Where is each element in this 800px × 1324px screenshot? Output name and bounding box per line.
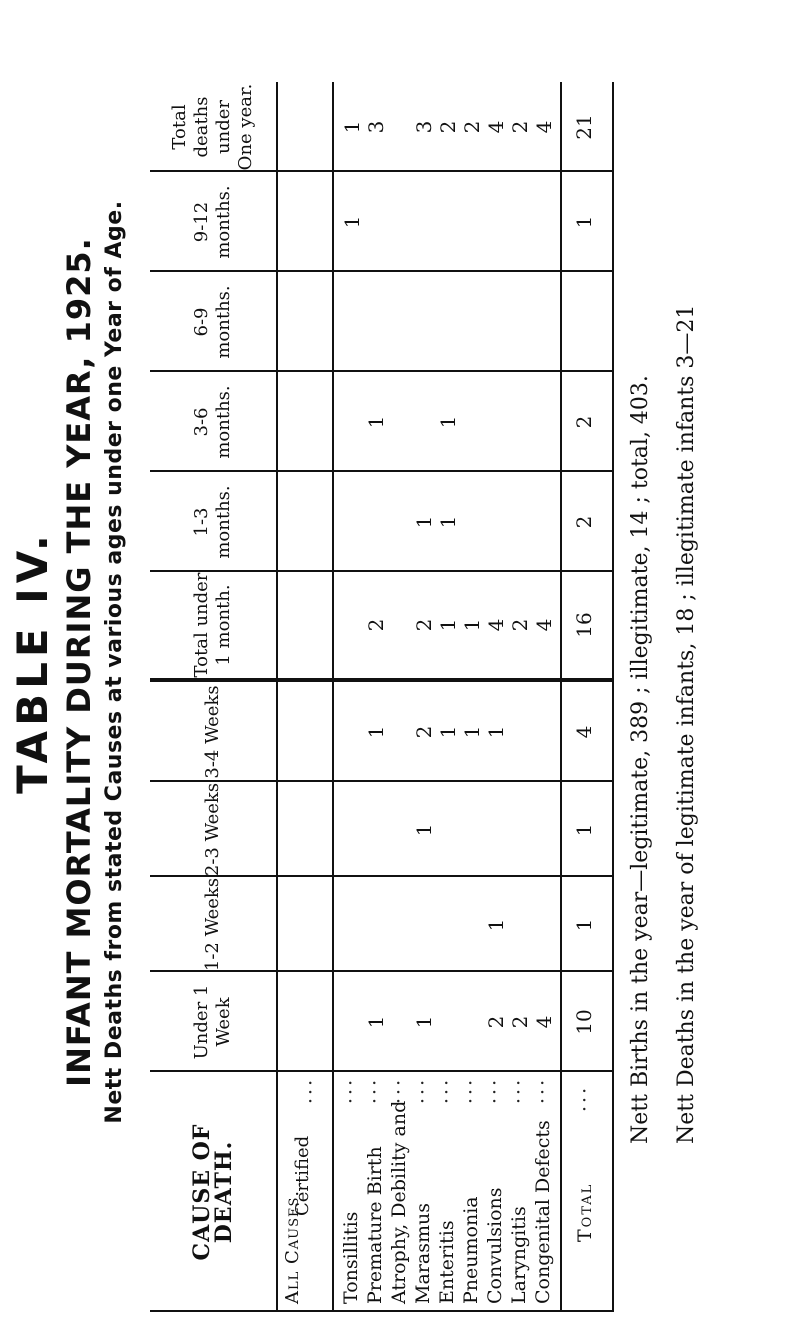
leader-dots: ··· — [460, 1076, 482, 1104]
row-label: Enteritis — [436, 1220, 458, 1304]
mortality-table — [150, 82, 614, 1312]
table-cell: 1 — [484, 725, 508, 739]
table-cell: 2 — [412, 618, 436, 632]
table-cell: 1 — [412, 1015, 436, 1029]
header-6-9-months: 6-9 months. — [191, 285, 234, 359]
all-causes-text: All Causes. — [282, 1189, 303, 1304]
table-title: TABLE IV. — [8, 530, 57, 794]
header-total-under-one-year: Total deaths under One year. — [169, 83, 256, 171]
table-cell: 4 — [484, 120, 508, 134]
footer-deaths: Nett Deaths in the year of legitimate infants, 18 ; illegitimate infants 3—21 — [674, 304, 699, 1144]
leader-dots: ··· — [364, 1076, 386, 1104]
header-cause: CAUSE OF DEATH. — [189, 1123, 237, 1261]
table-cell: 4 — [484, 618, 508, 632]
leader-dots: ··· — [412, 1076, 434, 1104]
table-cell: 1 — [340, 215, 364, 229]
header-2-3-weeks: 2-3 Weeks — [202, 782, 223, 877]
all-causes-label — [282, 1084, 328, 1304]
table-cell: 2 — [508, 618, 532, 632]
header-3-6-months: 3-6 months. — [191, 385, 234, 459]
header-9-12-months: 9-12 months. — [191, 185, 234, 259]
leader-dots: ··· — [388, 1076, 410, 1104]
total-cell: 21 — [572, 114, 596, 140]
total-cell: 10 — [572, 1009, 596, 1035]
header-under-1-week: Under 1 Week — [191, 984, 234, 1060]
leader-dots: ··· — [436, 1076, 458, 1104]
row-label: Atrophy, Debility and — [388, 1100, 410, 1304]
table-cell: 1 — [484, 918, 508, 932]
leader-dots: ··· — [574, 1084, 596, 1112]
row-label: Convulsions — [484, 1187, 506, 1304]
total-cell: 1 — [572, 918, 596, 932]
table-cell: 1 — [340, 120, 364, 134]
row-label: Premature Birth — [364, 1146, 386, 1304]
row-label: Pneumonia — [460, 1196, 482, 1304]
table-cell: 1 — [460, 618, 484, 632]
header-total-under-1-month: Total under 1 month. — [191, 572, 234, 678]
table-cell: 2 — [364, 618, 388, 632]
table-description: Nett Deaths from stated Causes at various ages under one Year of Age. — [102, 200, 127, 1124]
table-cell: 1 — [436, 618, 460, 632]
total-cell: 16 — [572, 612, 596, 638]
row-label: Marasmus — [412, 1203, 434, 1304]
certified-label: Certified — [292, 1135, 313, 1216]
table-cell: 1 — [436, 415, 460, 429]
total-cell: 2 — [572, 415, 596, 429]
table-cell: 1 — [436, 725, 460, 739]
table-cell: 1 — [364, 1015, 388, 1029]
leader-dots: ··· — [484, 1076, 506, 1104]
footer-births: Nett Births in the year—legitimate, 389 ; illegitimate, 14 ; total, 403. — [628, 375, 653, 1144]
row-label: Laryngitis — [508, 1206, 530, 1304]
table-cell: 2 — [484, 1015, 508, 1029]
leader-dots: ··· — [340, 1076, 362, 1104]
table-cell: 4 — [532, 618, 556, 632]
table-cell: 4 — [532, 1015, 556, 1029]
table-cell: 1 — [460, 725, 484, 739]
table-cell: 1 — [412, 823, 436, 837]
header-3-4-weeks: 3-4 Weeks — [202, 685, 223, 779]
table-cell: 2 — [412, 725, 436, 739]
total-cell: 4 — [572, 725, 596, 739]
leader-dots: ··· — [532, 1076, 554, 1104]
table-cell: 3 — [364, 120, 388, 134]
header-1-2-weeks: 1-2 Weeks — [202, 877, 223, 972]
row-label: Congenital Defects — [532, 1120, 554, 1304]
leader-dots: ··· — [300, 1076, 322, 1104]
table-cell: 1 — [412, 515, 436, 529]
row-label: Tonsillitis — [340, 1211, 362, 1304]
table-cell: 1 — [364, 415, 388, 429]
table-cell: 3 — [412, 120, 436, 134]
table-cell: 1 — [436, 515, 460, 529]
total-cell: 2 — [572, 515, 596, 529]
total-cell: 1 — [572, 823, 596, 837]
header-1-3-months: 1-3 months. — [191, 485, 234, 559]
table-cell: 4 — [532, 120, 556, 134]
leader-dots: ··· — [508, 1076, 530, 1104]
table-cell: 1 — [364, 725, 388, 739]
total-label: Total — [574, 1182, 596, 1242]
table-cell: 2 — [460, 120, 484, 134]
table-subtitle: INFANT MORTALITY DURING THE YEAR, 1925. — [60, 237, 98, 1087]
table-cell: 2 — [508, 1015, 532, 1029]
table-cell: 2 — [436, 120, 460, 134]
total-cell: 1 — [572, 215, 596, 229]
table-cell: 2 — [508, 120, 532, 134]
